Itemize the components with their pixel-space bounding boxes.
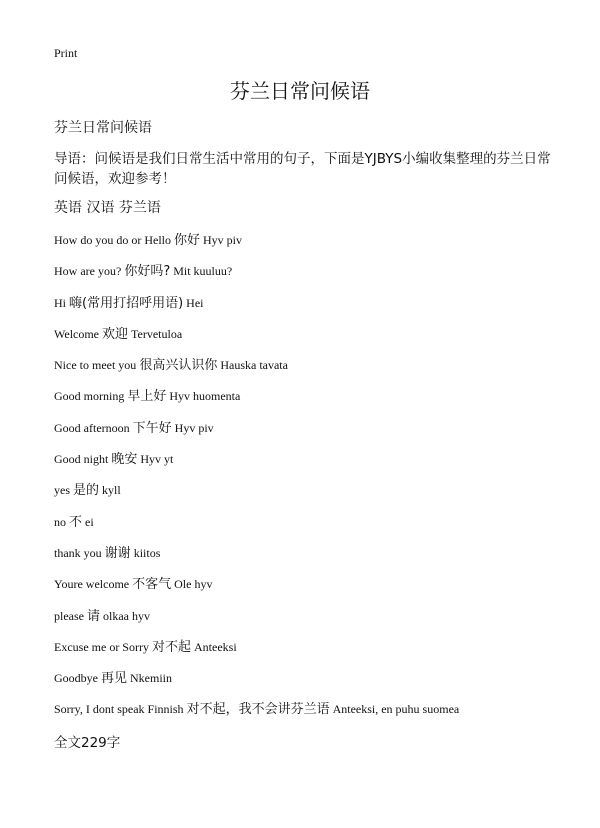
intro-paragraph: 导语：问候语是我们日常生活中常用的句子，下面是YJBYS小编收集整理的芬兰日常问候语，欢迎参考！ bbox=[54, 151, 551, 187]
phrase-english: no bbox=[54, 514, 69, 529]
phrase-finnish: Nkemiin bbox=[127, 671, 173, 686]
phrase-english: How do you do or Hello bbox=[54, 233, 174, 247]
phrase-english: thank you bbox=[54, 545, 105, 560]
phrase-chinese: 是的 bbox=[73, 483, 100, 499]
phrase-chinese: 下午好 bbox=[132, 420, 172, 436]
phrase-finnish: Hyv huomenta bbox=[166, 389, 241, 404]
phrase-item bbox=[54, 480, 574, 511]
phrase-finnish: Tervetuloa bbox=[128, 326, 183, 341]
phrase-item bbox=[54, 293, 574, 324]
phrase-item bbox=[54, 574, 574, 605]
phrase-finnish: kiitos bbox=[130, 545, 161, 560]
phrase-english: Hi bbox=[54, 295, 69, 310]
phrase-finnish: Hyv yt bbox=[137, 452, 174, 467]
phrase-finnish: Anteeksi bbox=[191, 639, 237, 654]
phrase-finnish: olkaa hyv bbox=[100, 608, 150, 623]
phrase-item bbox=[54, 261, 574, 292]
phrase-chinese: 欢迎 bbox=[102, 326, 129, 342]
phrase-chinese: 晚安 bbox=[111, 452, 138, 468]
phrase-finnish: ei bbox=[82, 514, 94, 529]
print-link[interactable]: Print bbox=[54, 46, 78, 60]
phrase-english: Youre welcome bbox=[54, 577, 133, 592]
word-count: 全文229字 bbox=[54, 735, 121, 751]
phrase-chinese: 你好吗? bbox=[124, 264, 171, 280]
phrase-chinese: 早上好 bbox=[127, 389, 167, 405]
phrase-item bbox=[54, 230, 574, 261]
phrase-chinese: 对不起 bbox=[151, 639, 191, 655]
phrase-finnish: Hei bbox=[183, 295, 204, 310]
phrase-english: Goodbye bbox=[54, 671, 101, 686]
phrase-chinese: 嗨(常用打招呼用语) bbox=[69, 295, 184, 311]
phrase-item bbox=[54, 606, 574, 637]
phrase-english: Good morning bbox=[54, 389, 128, 404]
page-title: 芬兰日常问候语 bbox=[230, 79, 370, 103]
phrase-english: Excuse me or Sorry bbox=[54, 639, 152, 654]
phrase-item bbox=[54, 512, 574, 543]
phrase-item bbox=[54, 668, 574, 699]
phrase-english: please bbox=[54, 608, 87, 623]
phrase-item bbox=[54, 637, 574, 668]
phrase-item bbox=[54, 355, 574, 386]
phrase-item bbox=[54, 418, 574, 449]
phrase-chinese: 不客气 bbox=[132, 577, 172, 593]
phrase-item bbox=[54, 449, 574, 480]
phrase-english: Good afternoon bbox=[54, 420, 133, 435]
column-header: 英语 汉语 芬兰语 bbox=[54, 200, 161, 216]
phrase-finnish: Anteeksi, en puhu suomea bbox=[329, 702, 460, 717]
phrase-finnish: Ole hyv bbox=[171, 577, 213, 592]
phrase-chinese: 不 bbox=[69, 514, 83, 530]
phrase-english: How are you? bbox=[54, 264, 125, 279]
phrase-chinese: 你好 bbox=[174, 233, 201, 248]
phrase-english: Welcome bbox=[54, 326, 103, 341]
phrase-finnish: Mit kuuluu? bbox=[170, 264, 233, 279]
phrase-english: yes bbox=[54, 483, 73, 498]
phrase-finnish: Hyv piv bbox=[200, 233, 243, 247]
phrase-chinese: 再见 bbox=[101, 671, 128, 687]
phrase-finnish: kyll bbox=[99, 483, 121, 498]
phrase-chinese: 请 bbox=[86, 608, 100, 624]
phrase-finnish: Hyv piv bbox=[171, 420, 214, 435]
phrase-item bbox=[54, 699, 574, 730]
phrase-chinese: 对不起，我不会讲芬兰语 bbox=[186, 702, 330, 718]
phrase-item bbox=[54, 543, 574, 574]
phrase-item bbox=[54, 386, 574, 417]
article-subtitle: 芬兰日常问候语 bbox=[54, 120, 152, 136]
phrase-chinese: 很高兴认识你 bbox=[139, 358, 218, 374]
phrase-list bbox=[54, 230, 574, 731]
phrase-chinese: 谢谢 bbox=[104, 545, 131, 561]
phrase-finnish: Hauska tavata bbox=[217, 358, 288, 373]
phrase-english: Sorry, I dont speak Finnish bbox=[54, 702, 187, 717]
phrase-item bbox=[54, 324, 574, 355]
phrase-english: Nice to meet you bbox=[54, 358, 140, 373]
phrase-english: Good night bbox=[54, 452, 112, 467]
